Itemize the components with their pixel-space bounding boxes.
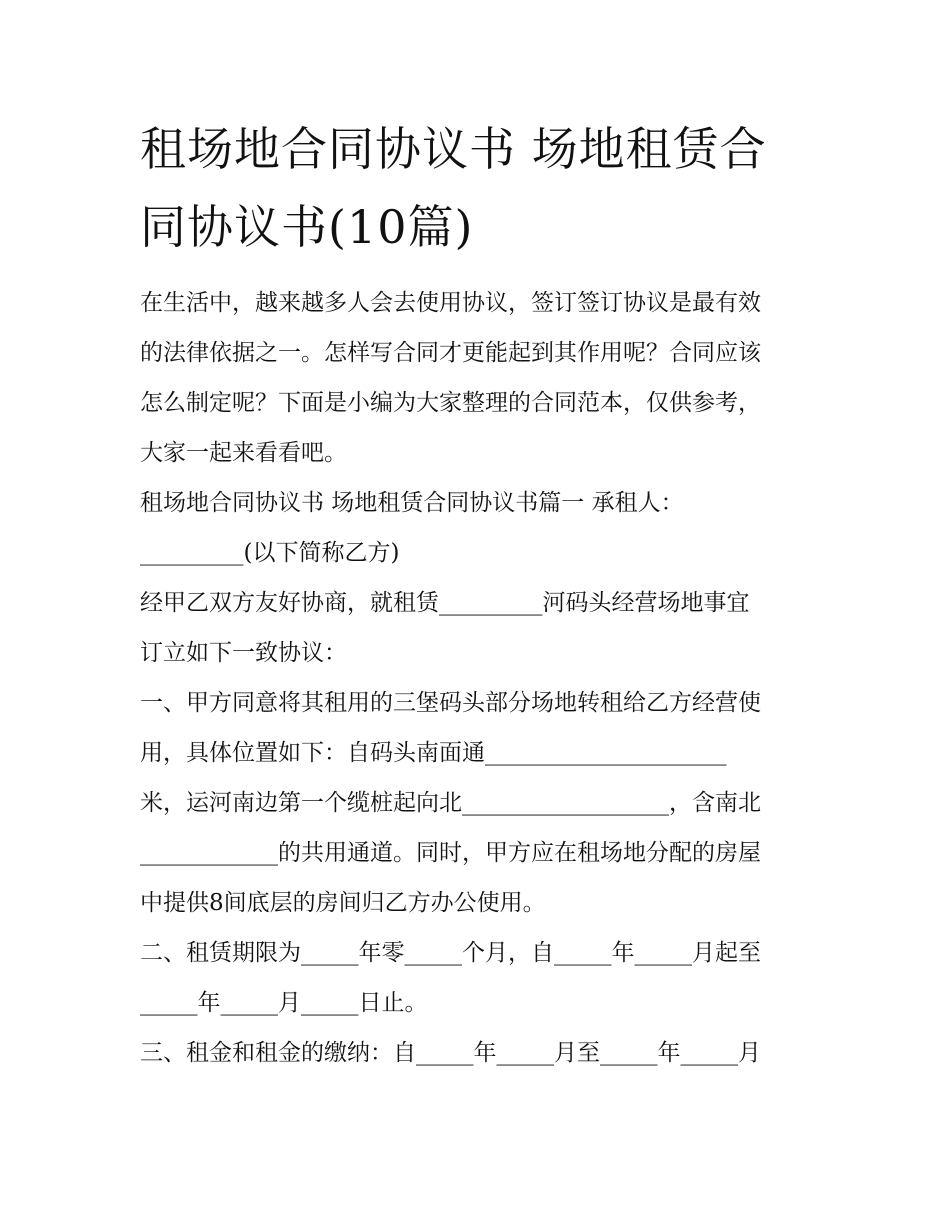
section-heading [140,478,820,528]
text-line: 订立如下一致协议： [140,640,347,666]
clause-three [140,1028,820,1078]
text-line: _________(以下简称乙方) [140,540,400,566]
text-line: 租场地合同协议书 场地租赁合同协议书篇一 承租人： [140,490,684,516]
text-line: 用，具体位置如下：自码头南面通_____________________ [140,740,727,766]
text-line: 的法律依据之一。怎样写合同才更能起到其作用呢？合同应该 [140,340,761,366]
text-line: 大家一起来看看吧。 [140,440,347,466]
title-line: 同协议书(10篇) [140,200,474,254]
party-line [140,528,820,578]
text-line: 在生活中，越来越多人会去使用协议，签订签订协议是最有效 [140,290,761,316]
text-line: 一、甲方同意将其租用的三堡码头部分场地转租给乙方经营使 [140,690,761,716]
document-title [140,110,820,266]
text-line: 中提供8间底层的房间归乙方办公使用。 [140,890,546,916]
document-page [140,110,820,1078]
text-line: 二、租赁期限为_____年零_____个月，自_____年_____月起至 [140,940,761,966]
intro-paragraph [140,278,820,478]
clause-two [140,928,820,1028]
clause-one [140,678,820,928]
text-line: ____________的共用通道。同时，甲方应在租场地分配的房屋 [140,840,761,866]
negotiation-paragraph [140,578,820,678]
text-line: 经甲乙双方友好协商，就租赁_________河码头经营场地事宜 [140,590,750,616]
text-line: _____年_____月_____日止。 [140,990,428,1016]
text-line: 怎么制定呢？下面是小编为大家整理的合同范本，仅供参考， [140,390,761,416]
title-line: 租场地合同协议书 场地租赁合 [140,122,767,176]
text-line: 三、租金和租金的缴纳：自_____年_____月至_____年_____月 [140,1040,761,1066]
text-line: 米，运河南边第一个缆桩起向北__________________，含南北 [140,790,761,816]
